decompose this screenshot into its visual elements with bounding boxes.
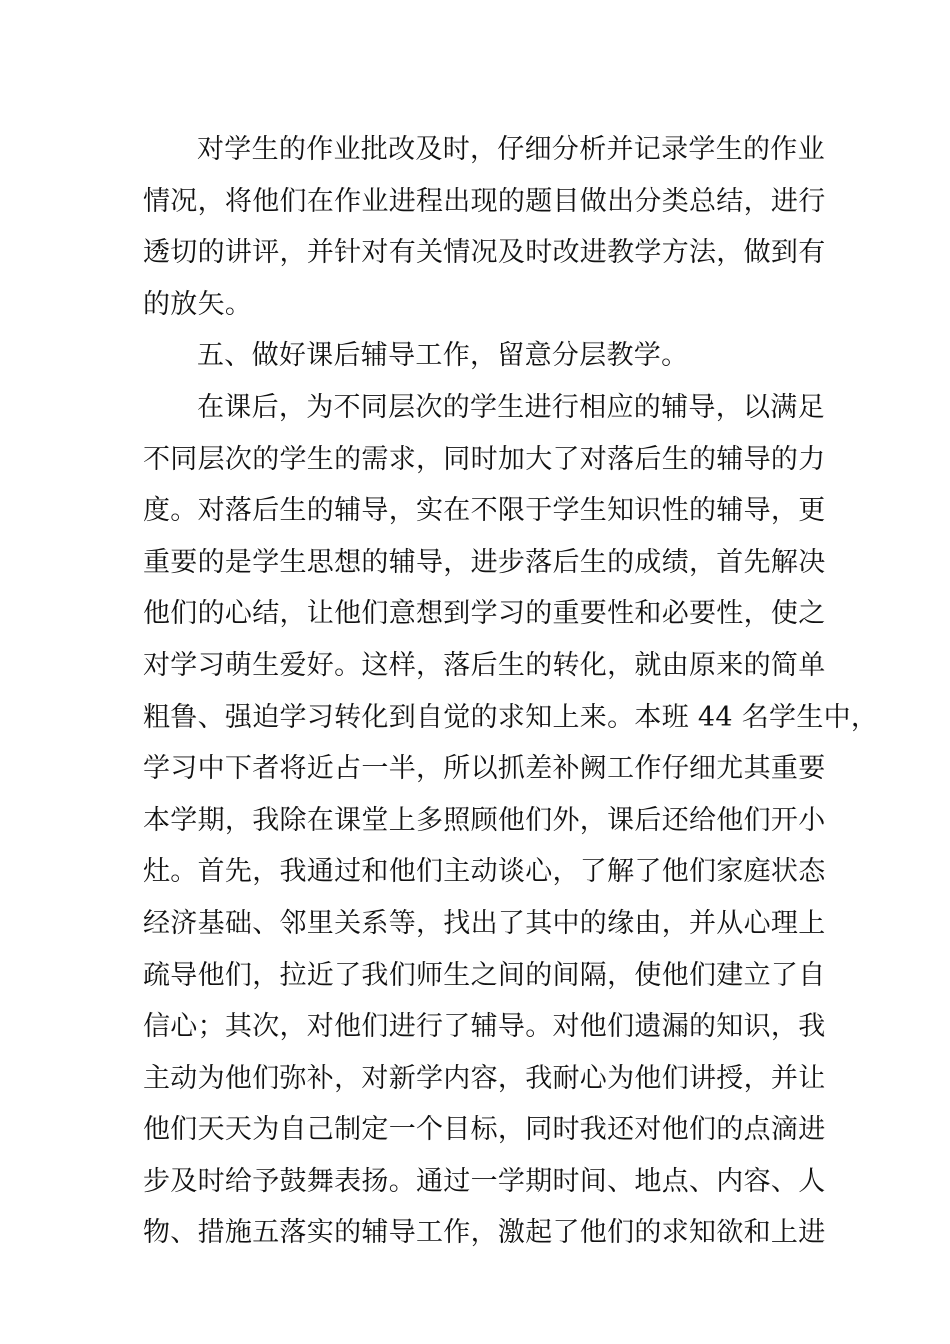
- body-line: 情况，将他们在作业进程出现的题目做出分类总结，进行: [143, 185, 826, 217]
- body-line: 不同层次的学生的需求，同时加大了对落后生的辅导的力: [143, 443, 826, 475]
- document-body: [143, 124, 879, 1259]
- body-line: 度。对落后生的辅导，实在不限于学生知识性的辅导，更: [143, 495, 826, 527]
- section-heading: 五、做好课后辅导工作，留意分层教学。: [197, 340, 689, 372]
- body-line: 灶。首先，我通过和他们主动谈心，了解了他们家庭状态: [143, 856, 826, 888]
- body-line: 重要的是学生思想的辅导，进步落后生的成绩，首先解决: [143, 546, 826, 578]
- body-line: 对学习萌生爱好。这样，落后生的转化，就由原来的简单: [143, 649, 826, 681]
- body-line: 他们的心结，让他们意想到学习的重要性和必要性，使之: [143, 598, 826, 630]
- body-line: 的放矢。: [143, 288, 253, 320]
- body-line: 在课后，为不同层次的学生进行相应的辅导，以满足: [197, 391, 825, 423]
- body-line: 对学生的作业批改及时，仔细分析并记录学生的作业: [197, 134, 825, 165]
- body-line: 他们天天为自己制定一个目标，同时我还对他们的点滴进: [143, 1114, 826, 1146]
- body-line: 疏导他们，拉近了我们师生之间的间隔，使他们建立了自: [143, 959, 826, 991]
- body-line: 粗鲁、强迫学习转化到自觉的求知上来。本班 44 名学生中，: [143, 701, 879, 733]
- body-line: 信心；其次，对他们进行了辅导。对他们遗漏的知识，我: [143, 1011, 826, 1043]
- body-line: 物、措施五落实的辅导工作，激起了他们的求知欲和上进: [143, 1217, 826, 1249]
- body-line: 本学期，我除在课堂上多照顾他们外，课后还给他们开小: [143, 804, 826, 836]
- body-line: 透切的讲评，并针对有关情况及时改进教学方法，做到有: [143, 237, 826, 269]
- body-line: 主动为他们弥补，对新学内容，我耐心为他们讲授，并让: [143, 1062, 826, 1094]
- body-line: 步及时给予鼓舞表扬。通过一学期时间、地点、内容、人: [143, 1165, 826, 1197]
- body-line: 经济基础、邻里关系等，找出了其中的缘由，并从心理上: [143, 907, 826, 939]
- body-line: 学习中下者将近占一半，所以抓差补阙工作仔细尤其重要: [143, 753, 826, 785]
